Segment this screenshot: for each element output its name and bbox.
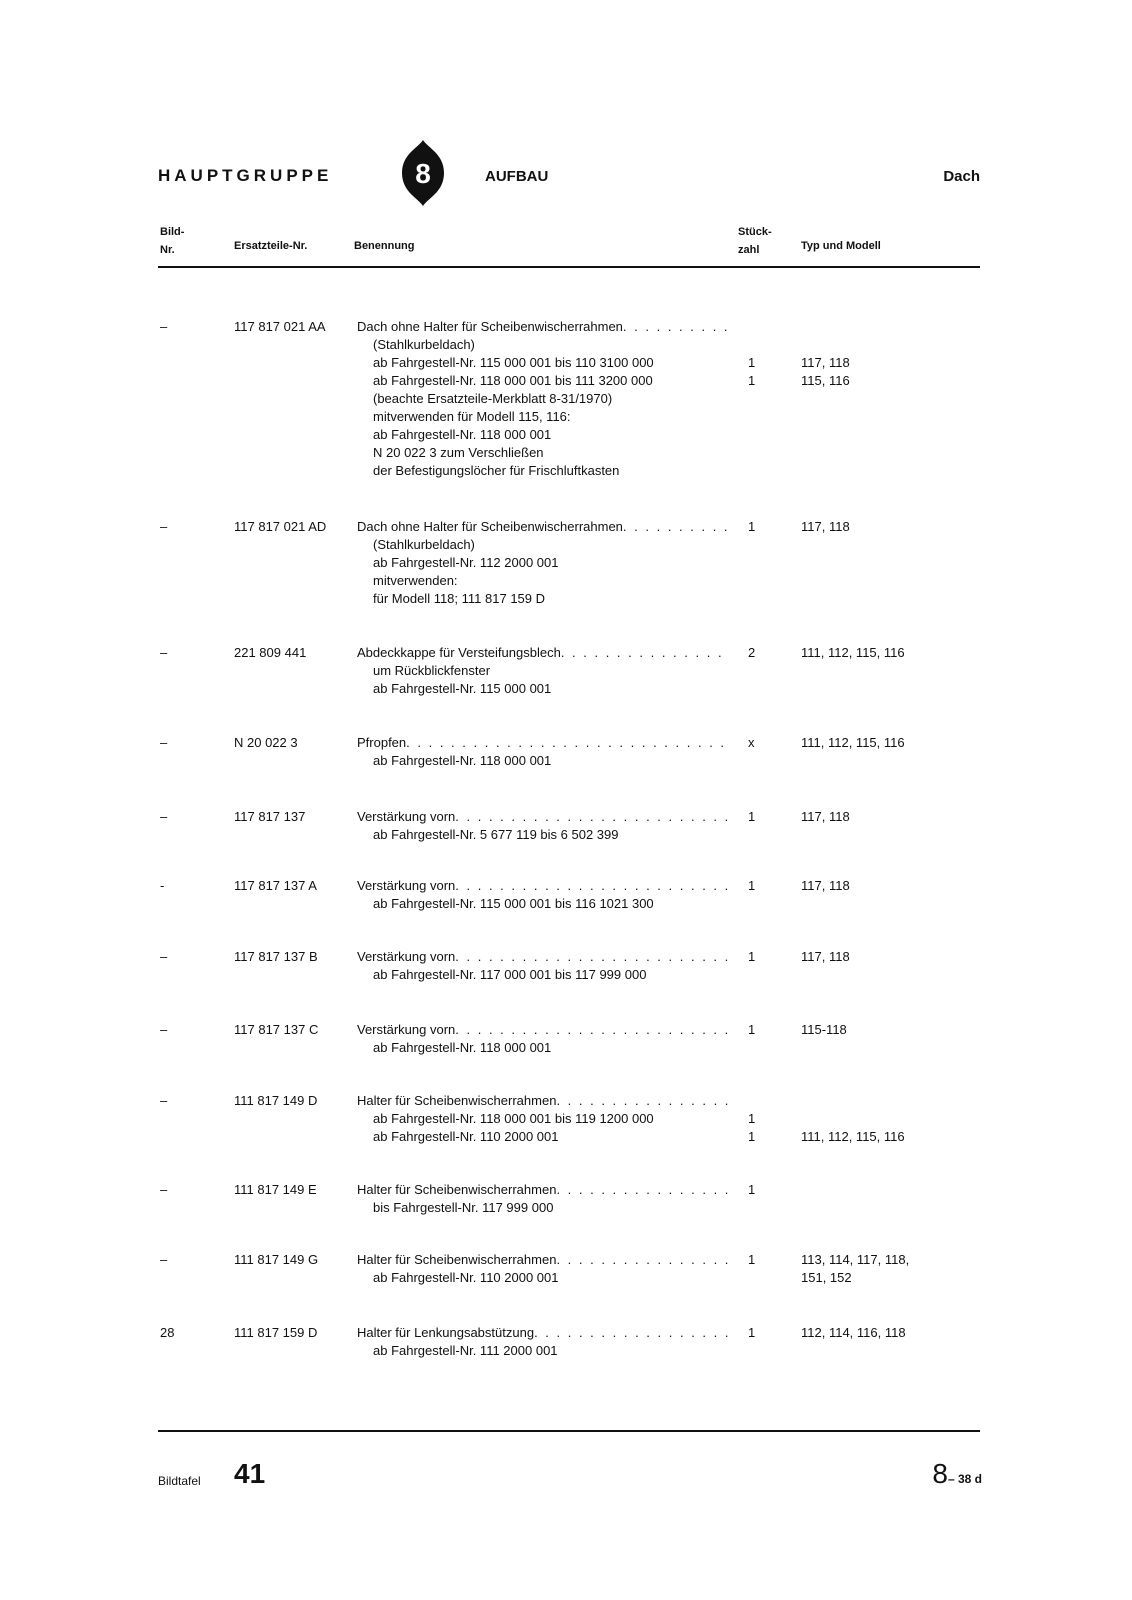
badge-shape-icon bbox=[400, 138, 446, 208]
description-line: ab Fahrgestell-Nr. 112 2000 001 bbox=[373, 555, 559, 570]
leader-dots bbox=[556, 1092, 729, 1110]
leader-dots bbox=[561, 644, 729, 662]
type-model-cell: 111, 112, 115, 116 bbox=[801, 735, 905, 750]
description-line: ab Fahrgestell-Nr. 118 000 001 bbox=[373, 1040, 552, 1055]
description-cell bbox=[357, 948, 729, 984]
description-line: ab Fahrgestell-Nr. 5 677 119 bis 6 502 399 bbox=[373, 827, 619, 842]
bild-nr-cell: – bbox=[160, 949, 168, 964]
description-cell bbox=[357, 734, 729, 770]
description-cell bbox=[357, 518, 729, 608]
description-line: für Modell 118; 111 817 159 D bbox=[373, 591, 546, 606]
bild-nr-cell: 28 bbox=[160, 1325, 175, 1340]
bild-nr-cell: - bbox=[160, 878, 165, 893]
part-number-cell: 117 817 137 bbox=[234, 809, 306, 824]
quantity-cell: 1 1 bbox=[748, 355, 756, 388]
part-number-cell: 221 809 441 bbox=[234, 645, 307, 660]
description-line: (beachte Ersatzteile-Merkblatt 8-31/1970) bbox=[373, 391, 613, 406]
part-number-cell: 111 817 149 D bbox=[234, 1093, 318, 1108]
part-number-cell: 117 817 137 B bbox=[234, 949, 318, 964]
quantity-cell: 1 1 bbox=[748, 1111, 756, 1144]
description-line: ab Fahrgestell-Nr. 118 000 001 bbox=[373, 753, 552, 768]
part-number-cell: 117 817 137 C bbox=[234, 1022, 319, 1037]
type-model-cell: 117, 118 bbox=[801, 519, 850, 534]
type-model-cell bbox=[801, 1181, 971, 1217]
part-number-cell: N 20 022 3 bbox=[234, 735, 298, 750]
part-number-cell: 111 817 149 E bbox=[234, 1182, 317, 1197]
col-header-benennung: Benennung bbox=[354, 240, 415, 252]
description-title: Abdeckkappe für Versteifungsblech . . . bbox=[357, 644, 729, 662]
type-model-cell: 115-118 bbox=[801, 1022, 847, 1037]
bild-nr-cell: – bbox=[160, 319, 168, 334]
col-header-typ-modell: Typ und Modell bbox=[801, 240, 881, 252]
description-line: (Stahlkurbeldach) bbox=[373, 337, 475, 352]
part-number-cell: 111 817 159 D bbox=[234, 1325, 318, 1340]
type-model-cell: 117, 118 bbox=[801, 949, 850, 964]
description-title: Verstärkung vorn . . . bbox=[357, 808, 729, 826]
footer-label: Bildtafel bbox=[158, 1474, 201, 1488]
description-cell bbox=[357, 1092, 729, 1146]
description-cell bbox=[357, 318, 729, 480]
leader-dots bbox=[455, 808, 729, 826]
col-header-stueckzahl: Stück- zahl bbox=[738, 226, 772, 256]
description-cell bbox=[357, 644, 729, 698]
leader-dots bbox=[534, 1324, 729, 1342]
part-number-cell: 117 817 021 AA bbox=[234, 319, 326, 334]
description-title: Halter für Scheibenwischerrahmen . . . bbox=[357, 1092, 729, 1110]
bild-nr-cell: – bbox=[160, 809, 168, 824]
description-cell bbox=[357, 808, 729, 844]
type-model-cell: 111, 112, 115, 116 bbox=[801, 645, 905, 660]
description-cell bbox=[357, 1181, 729, 1217]
description-line: ab Fahrgestell-Nr. 117 000 001 bis 117 999 000 bbox=[373, 967, 647, 982]
quantity-cell: 1 bbox=[748, 949, 756, 964]
bild-nr-cell: – bbox=[160, 519, 168, 534]
leader-dots bbox=[455, 1021, 729, 1039]
description-title: Pfropfen . . . bbox=[357, 734, 729, 752]
description-title: Halter für Scheibenwischerrahmen . . . bbox=[357, 1251, 729, 1269]
group-name: AUFBAU bbox=[485, 168, 549, 185]
page-number: 8– 38 d bbox=[932, 1458, 982, 1489]
description-line: N 20 022 3 zum Verschließen bbox=[373, 445, 544, 460]
type-model-cell: 111, 112, 115, 116 bbox=[801, 1129, 905, 1144]
plate-number: 41 bbox=[234, 1458, 266, 1489]
header-rule bbox=[158, 266, 980, 268]
description-title: Verstärkung vorn . . . bbox=[357, 948, 729, 966]
quantity-cell: 1 bbox=[748, 809, 756, 824]
type-model-cell: 117, 118 bbox=[801, 809, 850, 824]
bild-nr-cell: – bbox=[160, 1252, 168, 1267]
bild-nr-cell: – bbox=[160, 1182, 168, 1197]
quantity-cell: 2 bbox=[748, 645, 756, 660]
part-number-cell: 117 817 137 A bbox=[234, 878, 317, 893]
footer-rule bbox=[158, 1430, 980, 1432]
description-line: ab Fahrgestell-Nr. 110 2000 001 bbox=[373, 1129, 559, 1144]
description-title: Dach ohne Halter für Scheibenwischerrahmen . . . bbox=[357, 518, 729, 536]
group-number-badge bbox=[400, 138, 446, 208]
col-header-ersatzteil-nr: Ersatzteile-Nr. bbox=[234, 240, 308, 252]
description-title: Dach ohne Halter für Scheibenwischerrahmen . . . bbox=[357, 318, 729, 336]
description-cell bbox=[357, 1251, 729, 1287]
bild-nr-cell: – bbox=[160, 1093, 168, 1108]
quantity-cell: 1 bbox=[748, 1182, 756, 1197]
leader-dots bbox=[455, 948, 729, 966]
quantity-cell: 1 bbox=[748, 1325, 756, 1340]
description-line: bis Fahrgestell-Nr. 117 999 000 bbox=[373, 1200, 554, 1215]
col-header-bild-nr: Bild- Nr. bbox=[160, 226, 185, 256]
description-line: (Stahlkurbeldach) bbox=[373, 537, 475, 552]
description-title: Verstärkung vorn . . . bbox=[357, 877, 729, 895]
bild-nr-cell: – bbox=[160, 1022, 168, 1037]
description-title: Halter für Lenkungsabstützung . . . bbox=[357, 1324, 729, 1342]
leader-dots bbox=[556, 1251, 729, 1269]
leader-dots bbox=[623, 518, 729, 536]
description-cell bbox=[357, 1021, 729, 1057]
description-line: ab Fahrgestell-Nr. 115 000 001 bis 116 1021 300 bbox=[373, 896, 654, 911]
description-line: ab Fahrgestell-Nr. 118 000 001 bis 119 1200 000 bbox=[373, 1111, 654, 1126]
leader-dots bbox=[406, 734, 729, 752]
quantity-cell: x bbox=[748, 735, 755, 750]
leader-dots bbox=[556, 1181, 729, 1199]
description-line: ab Fahrgestell-Nr. 115 000 001 bis 110 3100 000 bbox=[373, 355, 654, 370]
description-line: ab Fahrgestell-Nr. 111 2000 001 bbox=[373, 1343, 558, 1358]
description-cell bbox=[357, 1324, 729, 1360]
description-title: Verstärkung vorn . . . bbox=[357, 1021, 729, 1039]
description-line: ab Fahrgestell-Nr. 115 000 001 bbox=[373, 681, 552, 696]
description-cell bbox=[357, 877, 729, 913]
quantity-cell: 1 bbox=[748, 519, 756, 534]
quantity-cell: 1 bbox=[748, 878, 756, 893]
description-line: um Rückblickfenster bbox=[373, 663, 491, 678]
description-title: Halter für Scheibenwischerrahmen . . . bbox=[357, 1181, 729, 1199]
section-title: Dach bbox=[943, 168, 980, 185]
quantity-cell: 1 bbox=[748, 1022, 756, 1037]
type-model-cell: 112, 114, 116, 118 bbox=[801, 1325, 906, 1340]
description-line: ab Fahrgestell-Nr. 118 000 001 bbox=[373, 427, 552, 442]
bild-nr-cell: – bbox=[160, 645, 168, 660]
group-label: HAUPTGRUPPE bbox=[158, 166, 333, 185]
description-line: ab Fahrgestell-Nr. 118 000 001 bis 111 3200 000 bbox=[373, 373, 653, 388]
leader-dots bbox=[623, 318, 729, 336]
leader-dots bbox=[455, 877, 729, 895]
type-model-cell: 117, 118 bbox=[801, 878, 850, 893]
quantity-cell: 1 bbox=[748, 1252, 756, 1267]
part-number-cell: 117 817 021 AD bbox=[234, 519, 327, 534]
part-number-cell: 111 817 149 G bbox=[234, 1252, 319, 1267]
description-line: ab Fahrgestell-Nr. 110 2000 001 bbox=[373, 1270, 559, 1285]
type-model-cell: 113, 114, 117, 118, 151, 152 bbox=[801, 1252, 910, 1285]
group-number: 8 bbox=[415, 158, 431, 189]
type-model-cell: 117, 118 115, 116 bbox=[801, 355, 850, 388]
bild-nr-cell: – bbox=[160, 735, 168, 750]
description-line: der Befestigungslöcher für Frischluftkasten bbox=[373, 463, 620, 478]
description-line: mitverwenden für Modell 115, 116: bbox=[373, 409, 571, 424]
description-line: mitverwenden: bbox=[373, 573, 458, 588]
